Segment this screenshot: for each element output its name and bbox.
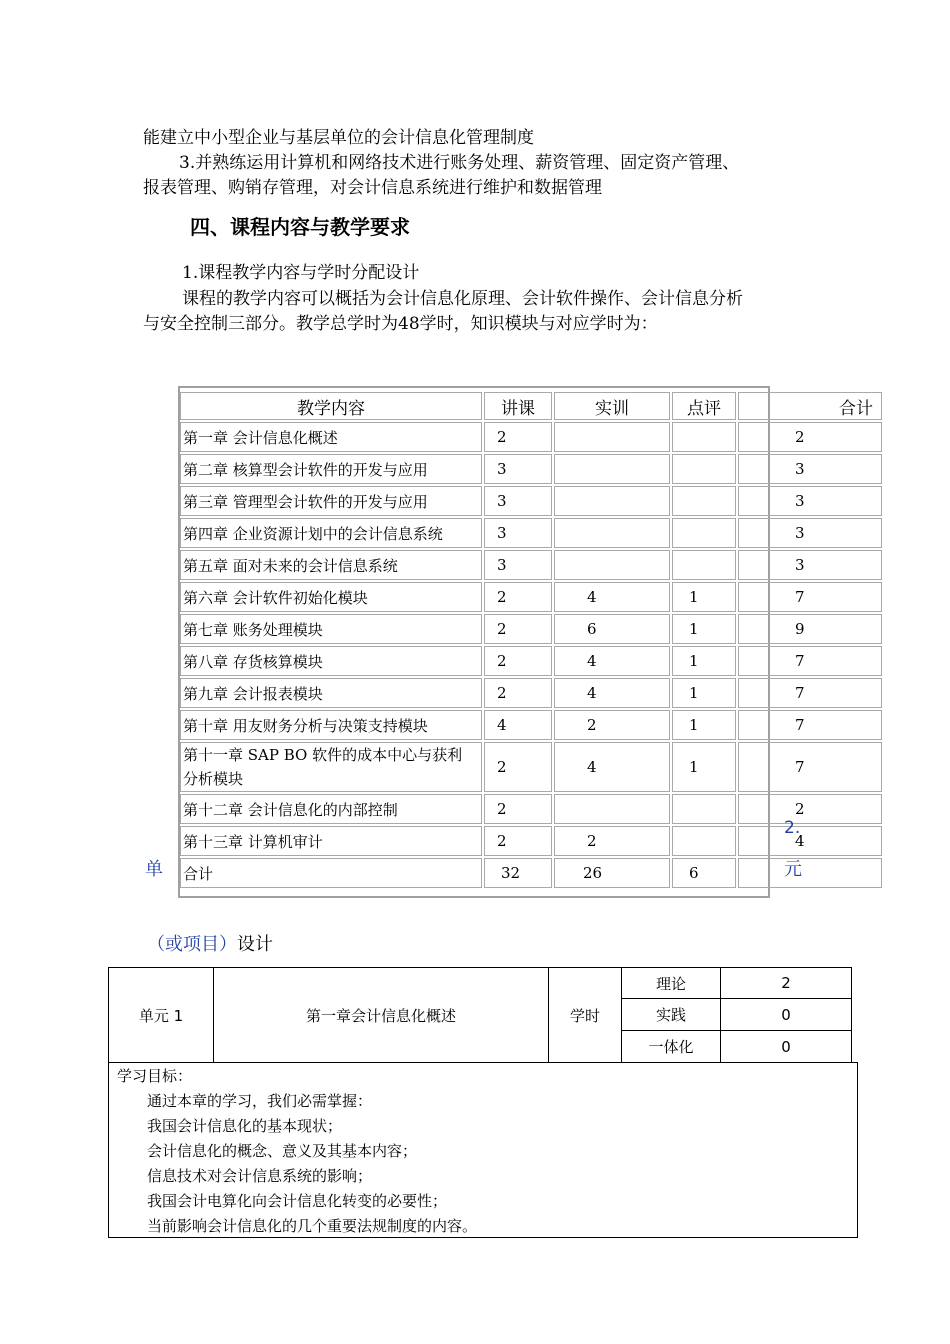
- row-lecture: 3: [484, 518, 552, 548]
- row-lecture: 4: [484, 710, 552, 740]
- table-row: [180, 518, 882, 548]
- learning-objectives-box: [108, 1062, 858, 1238]
- table-row: [180, 646, 882, 676]
- table-row: [180, 582, 882, 612]
- table-row: [180, 614, 882, 644]
- row-practice: [554, 518, 670, 548]
- row-name: 第一章 会计信息化概述: [180, 422, 482, 452]
- unit-heading-rest: [147, 930, 273, 956]
- unit-heading-paren: （或项目）: [147, 934, 237, 955]
- row-practice: [554, 454, 670, 484]
- unit-heading-char-yuan: 元: [784, 859, 802, 880]
- row-practice: 4: [554, 582, 670, 612]
- row-total: 7: [738, 742, 882, 792]
- row-practice: 2: [554, 826, 670, 856]
- total-practice: 26: [554, 858, 670, 888]
- row-review: [672, 518, 736, 548]
- row-lecture: 2: [484, 742, 552, 792]
- hours-integrated-value: 0: [721, 1031, 852, 1063]
- row-total: 3: [738, 550, 882, 580]
- table-row: [180, 454, 882, 484]
- row-practice: 4: [554, 742, 670, 792]
- row-name: 第十二章 会计信息化的内部控制: [180, 794, 482, 824]
- table-header-row: [180, 392, 882, 420]
- row-name: 第十三章 计算机审计: [180, 826, 482, 856]
- objective-line: 我国会计电算化向会计信息化转变的必要性；: [147, 1192, 448, 1210]
- row-name-line-2: 分析模块: [183, 770, 244, 788]
- row-total: 3: [738, 486, 882, 516]
- hours-practice-value: 0: [721, 999, 852, 1031]
- table-row: [180, 422, 882, 452]
- row-lecture: 2: [484, 678, 552, 708]
- subsection-para-line-2: 与安全控制三部分。教学总学时为48学时，知识模块与对应学时为：: [143, 314, 658, 334]
- subsection-para-line-1: 课程的教学内容可以概括为会计信息化原理、会计软件操作、会计信息分析: [182, 289, 743, 309]
- objective-line: 会计信息化的概念、意义及其基本内容；: [147, 1142, 418, 1160]
- row-review: [672, 486, 736, 516]
- section-heading: 四、课程内容与教学要求: [190, 215, 410, 239]
- row-review: [672, 422, 736, 452]
- row-name: 第八章 存货核算模块: [180, 646, 482, 676]
- unit-heading-design: 设计: [237, 934, 273, 955]
- table-row: [180, 826, 882, 856]
- header-review: 点评: [672, 392, 736, 420]
- row-review: [672, 550, 736, 580]
- objective-line: 通过本章的学习，我们必需掌握：: [147, 1092, 373, 1110]
- row-review: 1: [672, 646, 736, 676]
- row-total: 2: [738, 422, 882, 452]
- total-lecture: 32: [484, 858, 552, 888]
- row-name: 第五章 面对未来的会计信息系统: [180, 550, 482, 580]
- row-review: 1: [672, 582, 736, 612]
- row-total: 3: [738, 518, 882, 548]
- row-review: [672, 454, 736, 484]
- intro-line-3: 报表管理、购销存管理，对会计信息系统进行维护和数据管理: [143, 178, 602, 198]
- header-practice: 实训: [554, 392, 670, 420]
- unit-label: 单元 1: [109, 968, 214, 1063]
- row-name: 第三章 管理型会计软件的开发与应用: [180, 486, 482, 516]
- hours-label: 学时: [549, 968, 622, 1063]
- table-row: [180, 550, 882, 580]
- intro-line-1: 能建立中小型企业与基层单位的会计信息化管理制度: [143, 128, 534, 148]
- hours-theory-label: 理论: [622, 968, 721, 999]
- row-name: 第四章 企业资源计划中的会计信息系统: [180, 518, 482, 548]
- row-lecture: 3: [484, 550, 552, 580]
- subsection-title: 1.课程教学内容与学时分配设计: [182, 263, 420, 283]
- objective-line: 信息技术对会计信息系统的影响；: [147, 1167, 373, 1185]
- hours-practice-label: 实践: [622, 999, 721, 1031]
- row-total: 9: [738, 614, 882, 644]
- hours-theory-value: 2: [721, 968, 852, 999]
- header-content: 教学内容: [180, 392, 482, 420]
- table-row: [180, 742, 882, 792]
- row-total: 7: [738, 678, 882, 708]
- row-lecture: 2: [484, 794, 552, 824]
- row-practice: 2: [554, 710, 670, 740]
- row-lecture: 2: [484, 826, 552, 856]
- row-practice: 4: [554, 678, 670, 708]
- row-total: 7: [738, 646, 882, 676]
- row-practice: 4: [554, 646, 670, 676]
- row-review: [672, 826, 736, 856]
- row-lecture: 2: [484, 646, 552, 676]
- row-name: 第十章 用友财务分析与决策支持模块: [180, 710, 482, 740]
- row-lecture: 2: [484, 582, 552, 612]
- unit-info-table: [108, 967, 852, 1063]
- row-total: 4: [738, 826, 882, 856]
- objective-line: 我国会计信息化的基本现状；: [147, 1117, 343, 1135]
- row-name: 第六章 会计软件初始化模块: [180, 582, 482, 612]
- objective-line: 当前影响会计信息化的几个重要法规制度的内容。: [147, 1217, 478, 1235]
- course-hours-table: [178, 390, 884, 890]
- total-label: 合计: [180, 858, 482, 888]
- row-review: [672, 794, 736, 824]
- header-lecture: 讲课: [484, 392, 552, 420]
- row-total: 2: [738, 794, 882, 824]
- row-review: 1: [672, 710, 736, 740]
- table-row: [180, 710, 882, 740]
- row-lecture: 2: [484, 422, 552, 452]
- row-lecture: 2: [484, 614, 552, 644]
- unit-title: 第一章会计信息化概述: [214, 968, 549, 1063]
- row-total: 7: [738, 710, 882, 740]
- objectives-label: 学习目标：: [117, 1067, 193, 1085]
- total-review: 6: [672, 858, 736, 888]
- unit-heading-number: 2.: [784, 818, 801, 838]
- row-total: 7: [738, 582, 882, 612]
- table-total-row: [180, 858, 882, 888]
- hours-integrated-label: 一体化: [622, 1031, 721, 1063]
- header-total: 合计: [738, 392, 882, 420]
- row-name: [180, 742, 482, 792]
- row-practice: 6: [554, 614, 670, 644]
- total-total: [738, 858, 882, 888]
- intro-line-2: 3.并熟练运用计算机和网络技术进行账务处理、薪资管理、固定资产管理、: [179, 153, 740, 173]
- row-name: 第二章 核算型会计软件的开发与应用: [180, 454, 482, 484]
- row-review: 1: [672, 678, 736, 708]
- table-row: [180, 486, 882, 516]
- row-practice: [554, 422, 670, 452]
- row-practice: [554, 486, 670, 516]
- row-review: 1: [672, 614, 736, 644]
- row-lecture: 3: [484, 454, 552, 484]
- table-row: [180, 794, 882, 824]
- unit-heading-char-dan: 单: [145, 859, 163, 880]
- row-practice: [554, 550, 670, 580]
- table-row: [180, 678, 882, 708]
- row-lecture: 3: [484, 486, 552, 516]
- row-practice: [554, 794, 670, 824]
- row-review: 1: [672, 742, 736, 792]
- row-name: 第九章 会计报表模块: [180, 678, 482, 708]
- row-total: 3: [738, 454, 882, 484]
- row-name: 第七章 账务处理模块: [180, 614, 482, 644]
- row-name-line-1: 第十一章 SAP BO 软件的成本中心与获利: [183, 746, 463, 764]
